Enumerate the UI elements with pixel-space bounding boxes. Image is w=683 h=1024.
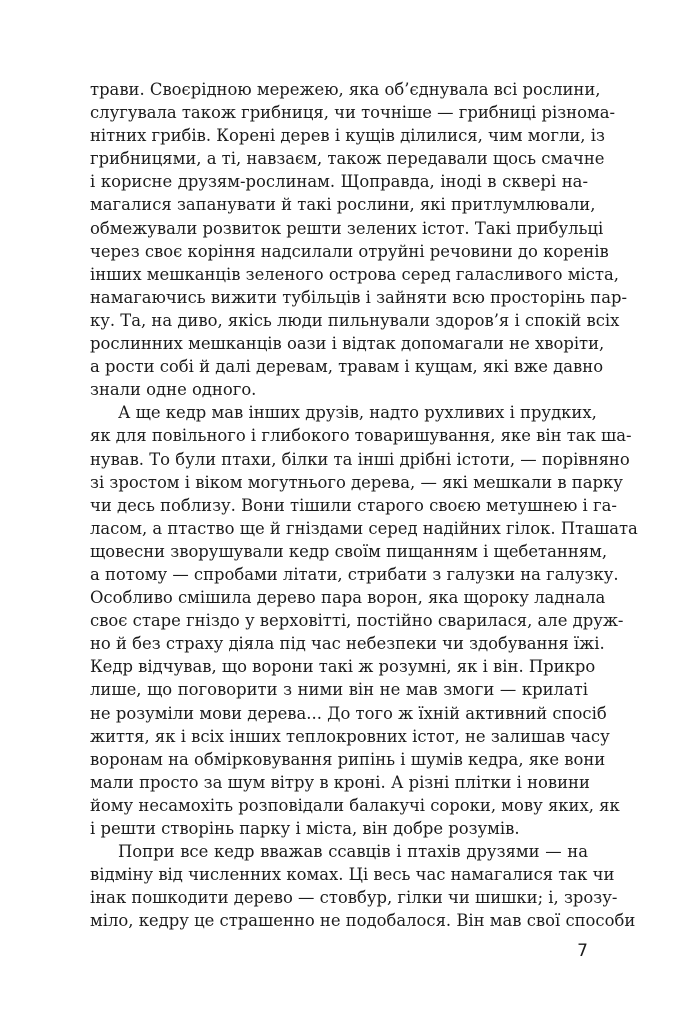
text-line: знали одне одного. xyxy=(90,380,257,400)
text-line: а рости собі й далі деревам, травам і кущам, які вже давно xyxy=(90,357,604,377)
text-line: мали просто за шум вітру в кроні. А різні плітки і новини xyxy=(90,772,590,792)
text-line: воронам на обмірковування рипінь і шумів кедра, яке вони xyxy=(90,749,606,769)
text-line: грибницями, а ті, навзаєм, також передавали щось смачне xyxy=(90,149,605,169)
text-line: щовесни зворушували кедр своїм пищанням і щебетанням, xyxy=(90,541,608,561)
paragraph xyxy=(90,78,628,401)
text-line: не розуміли мови дерева... До того ж їхній активний спосіб xyxy=(90,703,607,723)
text-line: нував. То були птахи, білки та інші дрібні істоти, — порівняно xyxy=(90,449,630,469)
text-line: життя, як і всіх інших теплокровних істот, не залишав часу xyxy=(90,726,610,746)
text-line: Кедр відчував, що ворони такі ж розумні, як і він. Прикро xyxy=(90,657,596,677)
text-line: інших мешканців зеленого острова серед галасливого міста, xyxy=(90,264,619,284)
paragraph xyxy=(90,840,636,932)
text-line: но й без страху діяла під час небезпеки чи здобування їжі. xyxy=(90,634,605,654)
text-line: і корисне друзям-рослинам. Щоправда, іноді в сквері на- xyxy=(90,172,588,192)
text-line: рослинних мешканців оази і відтак допомагали не хворіти, xyxy=(90,334,605,354)
text-line: міло, кедру це страшенно не подобалося. Він мав свої способи xyxy=(90,911,636,931)
text-line: йому несамохіть розповідали балакучі сороки, мову яких, як xyxy=(90,795,620,815)
text-line: чи десь поблизу. Вони тішили старого своєю метушнею і га- xyxy=(90,495,617,515)
text-line: своє старе гніздо у верховітті, постійно сварилася, але друж- xyxy=(90,611,624,631)
text-line: ку. Та, на диво, якісь люди пильнували здоров’я і спокій всіх xyxy=(90,310,620,330)
text-line: Особливо смішила дерево пара ворон, яка щороку ладнала xyxy=(90,588,606,608)
page-number: 7 xyxy=(577,941,588,961)
text-line: лише, що поговорити з ними він не мав змоги — крилаті xyxy=(90,680,588,700)
text-line: ласом, а птаство ще й гніздами серед надійних гілок. Пташата xyxy=(90,518,638,538)
text-line: нітних грибів. Корені дерев і кущів ділилися, чим могли, із xyxy=(90,126,605,146)
text-line: магалися запанувати й такі рослини, які притлумлювали, xyxy=(90,195,596,215)
text-line: і решти створінь парку і міста, він добре розумів. xyxy=(90,819,520,838)
text-line: а потому — спробами літати, стрибати з галузки на галузку. xyxy=(90,564,619,584)
text-line: трави. Своєрідною мережею, яка об’єднувала всі рослини, xyxy=(90,80,601,99)
text-line: А ще кедр мав інших друзів, надто рухливих і прудких, xyxy=(118,403,597,423)
paragraph xyxy=(90,401,638,840)
text-line: обмежували розвиток решти зелених істот. Такі прибульці xyxy=(90,218,604,238)
text-line: слугувала також грибниця, чи точніше — грибниці різнома- xyxy=(90,103,616,123)
text-line: Попри все кедр вважав ссавців і птахів друзями — на xyxy=(118,842,588,862)
text-line: інак пошкодити дерево — стовбур, гілки чи шишки; і, зрозу- xyxy=(90,888,618,908)
text-line: відміну від численних комах. Ці весь час намагалися так чи xyxy=(90,865,615,885)
text-line: намагаючись вижити тубільців і зайняти всю просторінь пар- xyxy=(90,287,628,307)
body-text xyxy=(90,78,638,932)
text-line: зі зростом і віком могутнього дерева, — які мешкали в парку xyxy=(90,472,623,492)
text-line: через своє коріння надсилали отруйні речовини до коренів xyxy=(90,241,609,261)
text-line: як для повільного і глибокого товаришування, яке він так ша- xyxy=(90,426,632,446)
